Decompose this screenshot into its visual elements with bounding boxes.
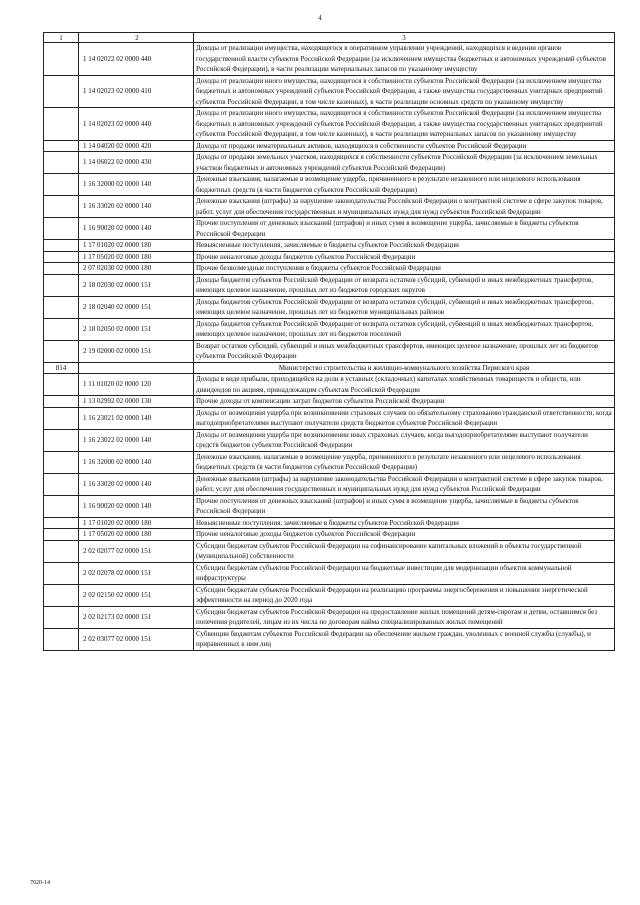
description-cell: Доходы бюджетов субъектов Российской Федерации от возврата остатков субсидий, субвенций и иных межбюджетных трансфертов, имеющих целевое назначение, прошлых лет из бюджетов городских округов xyxy=(194,274,615,296)
budget-code-cell: 1 14 04020 02 0000 420 xyxy=(79,140,194,152)
admin-code-cell xyxy=(44,628,79,650)
admin-code-cell xyxy=(44,196,79,218)
footer-form-code: 7020-14 xyxy=(30,880,50,886)
table-row xyxy=(44,296,615,318)
budget-code-cell: 2 19 02000 02 0000 151 xyxy=(79,340,194,362)
table-row xyxy=(44,43,615,76)
description-cell: Прочие неналоговые доходы бюджетов субъектов Российской Федерации xyxy=(194,251,615,263)
header-col-1: 1 xyxy=(44,33,79,43)
description-cell: Субсидии бюджетам субъектов Российской Федерации на софинансирование капитальных вложений в объекты государственной (муниципальной) собственности xyxy=(194,540,615,562)
table-body xyxy=(44,33,615,651)
budget-code-cell: 2 02 02150 02 0000 151 xyxy=(79,584,194,606)
budget-code-cell: 1 14 02023 02 0000 410 xyxy=(79,75,194,108)
description-cell: Доходы от продажи нематериальных активов, находящихся в собственности субъектов Российской Федерации xyxy=(194,140,615,152)
description-cell: Возврат остатков субсидий, субвенций и иных межбюджетных трансфертов, имеющих целевое назначение, прошлых лет из бюджетов субъектов Российской Федерации xyxy=(194,340,615,362)
admin-code-cell xyxy=(44,517,79,529)
description-cell: Невыясненные поступления, зачисляемые в бюджеты субъектов Российской Федерации xyxy=(194,240,615,252)
budget-code-cell: 2 02 02078 02 0000 151 xyxy=(79,562,194,584)
table-row xyxy=(44,517,615,529)
description-cell: Прочие поступления от денежных взысканий (штрафов) и иных сумм в возмещение ущерба, зачисляемые в бюджеты субъектов Российской Федерации xyxy=(194,495,615,517)
admin-code-cell xyxy=(44,562,79,584)
admin-code-cell xyxy=(44,495,79,517)
budget-code-cell: 1 13 02992 02 0000 130 xyxy=(79,396,194,408)
table-row xyxy=(44,451,615,473)
table-row xyxy=(44,75,615,108)
table-row xyxy=(44,495,615,517)
admin-code-cell xyxy=(44,251,79,263)
description-cell: Субсидии бюджетам субъектов Российской Федерации на реализацию программы энергосбережения и повышения энергетической эффективности на период до 2020 года xyxy=(194,584,615,606)
page-number: 4 xyxy=(318,14,322,22)
admin-code-cell xyxy=(44,407,79,429)
budget-code-cell: 1 17 01020 02 0000 180 xyxy=(79,240,194,252)
budget-code-cell: 1 17 05020 02 0000 180 xyxy=(79,251,194,263)
description-cell: Прочие поступления от денежных взысканий (штрафов) и иных сумм в возмещение ущерба, зачисляемые в бюджеты субъектов Российской Федерации xyxy=(194,218,615,240)
admin-code-cell xyxy=(44,108,79,141)
description-cell: Доходы бюджетов субъектов Российской Федерации от возврата остатков субсидий, субвенций и иных межбюджетных трансфертов, имеющих целевое назначение, прошлых лет из бюджетов муниципальных районов xyxy=(194,296,615,318)
description-cell: Субсидии бюджетам субъектов Российской Федерации на предоставление жилых помещений детям-сиротам и детям, оставшимся без попечения родителей, лицам из их числа по договорам найма специализированных жилых помещений xyxy=(194,606,615,628)
table-row xyxy=(44,606,615,628)
description-cell: Невыясненные поступления, зачисляемые в бюджеты субъектов Российской Федерации xyxy=(194,517,615,529)
description-cell: Министерство строительства и жилищно-коммунального хозяйства Пермского края xyxy=(194,362,615,374)
budget-code-cell: 1 16 23021 02 0000 140 xyxy=(79,407,194,429)
budget-code-cell: 2 02 03077 02 0000 151 xyxy=(79,628,194,650)
table-row xyxy=(44,628,615,650)
table-row xyxy=(44,473,615,495)
table-row xyxy=(44,140,615,152)
description-cell: Прочие доходы от компенсации затрат бюджетов субъектов Российской Федерации xyxy=(194,396,615,408)
budget-code-cell: 1 14 06022 02 0000 430 xyxy=(79,152,194,174)
budget-code-cell: 1 16 33020 02 0000 140 xyxy=(79,196,194,218)
admin-code-cell xyxy=(44,584,79,606)
budget-code-cell: 1 16 23022 02 0000 140 xyxy=(79,429,194,451)
admin-code-cell xyxy=(44,429,79,451)
admin-code-cell xyxy=(44,240,79,252)
admin-code-cell xyxy=(44,374,79,396)
table-row xyxy=(44,218,615,240)
header-col-3: 3 xyxy=(194,33,615,43)
admin-code-cell xyxy=(44,606,79,628)
admin-code-cell xyxy=(44,152,79,174)
table-row xyxy=(44,374,615,396)
budget-code-cell: 2 07 02030 02 0000 180 xyxy=(79,263,194,275)
description-cell: Прочие безвозмездные поступления в бюджеты субъектов Российской Федерации xyxy=(194,263,615,275)
description-cell: Прочие неналоговые доходы бюджетов субъектов Российской Федерации xyxy=(194,529,615,541)
table-row xyxy=(44,429,615,451)
admin-code-cell xyxy=(44,540,79,562)
admin-code-cell xyxy=(44,218,79,240)
budget-code-cell xyxy=(79,362,194,374)
description-cell: Субсидии бюджетам субъектов Российской Федерации на бюджетные инвестиции для модернизации объектов коммунальной инфраструктуры xyxy=(194,562,615,584)
description-cell: Доходы от реализации имущества, находящегося в оперативном управлении учреждений, находящихся в ведении органов государственной власти субъектов Российской Федерации (за исключением имущества бюджетных и автономных учреждений субъектов Российской Федерации), в части реализации материальных запасов по указанному имуществу xyxy=(194,43,615,76)
description-cell: Доходы от продажи земельных участков, находящихся в собственности субъектов Российской Федерации (за исключением земельных участков бюджетных и автономных учреждений субъектов Российской Федерации) xyxy=(194,152,615,174)
budget-code-cell: 2 02 02077 02 0000 151 xyxy=(79,540,194,562)
admin-code-cell xyxy=(44,43,79,76)
budget-code-cell: 2 02 02173 02 0000 151 xyxy=(79,606,194,628)
table-row xyxy=(44,152,615,174)
budget-code-cell: 1 16 32000 02 0000 140 xyxy=(79,174,194,196)
admin-code-cell xyxy=(44,296,79,318)
description-cell: Субвенции бюджетам субъектов Российской Федерации на обеспечение жильем граждан, уволенных с военной службы (службы), и приравненных к ним лиц xyxy=(194,628,615,650)
budget-code-cell: 1 14 02022 02 0000 440 xyxy=(79,43,194,76)
budget-code-cell: 1 17 05020 02 0000 180 xyxy=(79,529,194,541)
table-row xyxy=(44,562,615,584)
description-cell: Денежные взыскания (штрафы) за нарушение законодательства Российской Федерации о контрактной системе в сфере закупок товаров, работ, услуг для обеспечения государственных и муниципальных нужд для нужд субъектов Российской Федерации xyxy=(194,196,615,218)
budget-code-cell: 1 16 90020 02 0000 140 xyxy=(79,495,194,517)
admin-code-cell xyxy=(44,75,79,108)
table-row xyxy=(44,196,615,218)
admin-code-cell: 814 xyxy=(44,362,79,374)
table-row xyxy=(44,174,615,196)
description-cell: Денежные взыскания, налагаемые в возмещение ущерба, причиненного в результате незаконного или нецелевого использования бюджетных средств (в части бюджетов субъектов Российской Федерации) xyxy=(194,451,615,473)
table-header-row xyxy=(44,33,615,43)
table-row xyxy=(44,407,615,429)
revenue-codes-table xyxy=(43,32,615,651)
admin-code-cell xyxy=(44,174,79,196)
budget-code-cell: 2 18 02050 02 0000 151 xyxy=(79,318,194,340)
table-row xyxy=(44,529,615,541)
budget-code-cell: 1 11 01020 02 0000 120 xyxy=(79,374,194,396)
table-row xyxy=(44,263,615,275)
table-row xyxy=(44,108,615,141)
description-cell: Денежные взыскания, налагаемые в возмещение ущерба, причиненного в результате незаконного или нецелевого использования бюджетных средств (в части бюджетов субъектов Российской Федерации) xyxy=(194,174,615,196)
admin-code-cell xyxy=(44,263,79,275)
budget-code-cell: 2 18 02030 02 0000 151 xyxy=(79,274,194,296)
description-cell: Доходы от реализации иного имущества, находящегося в собственности субъектов Российской Федерации (за исключением имущества бюджетных и автономных учреждений субъектов Российской Федерации, а также имущества государственных унитарных предприятий субъектов Российской Федерации, в том числе казенных), в части реализации материальных запасов по указанному имуществу xyxy=(194,108,615,141)
admin-code-cell xyxy=(44,451,79,473)
description-cell: Доходы от возмещения ущерба при возникновении страховых случаев по обязательному страхованию гражданской ответственности, когда выгодоприобретателями выступают получатели средств бюджетов субъектов Российской Федерации xyxy=(194,407,615,429)
table-row xyxy=(44,540,615,562)
description-cell: Доходы от реализации иного имущества, находящегося в собственности субъектов Российской Федерации (за исключением имущества бюджетных и автономных учреждений субъектов Российской Федерации, а также имущества государственных унитарных предприятий субъектов Российской Федерации, в том числе казенных), в части реализации основных средств по указанному имуществу xyxy=(194,75,615,108)
admin-code-cell xyxy=(44,140,79,152)
budget-code-cell: 1 16 32000 02 0000 140 xyxy=(79,451,194,473)
description-cell: Денежные взыскания (штрафы) за нарушение законодательства Российской Федерации о контрактной системе в сфере закупок товаров, работ, услуг для обеспечения государственных и муниципальных нужд для нужд субъектов Российской Федерации xyxy=(194,473,615,495)
admin-code-cell xyxy=(44,318,79,340)
table-section-row xyxy=(44,362,615,374)
budget-code-cell: 1 16 90020 02 0000 140 xyxy=(79,218,194,240)
description-cell: Доходы от возмещения ущерба при возникновении иных страховых случаев, когда выгодоприобретателями выступают получатели средств бюджетов субъектов Российской Федерации xyxy=(194,429,615,451)
budget-code-cell: 2 18 02040 02 0000 151 xyxy=(79,296,194,318)
description-cell: Доходы бюджетов субъектов Российской Федерации от возврата остатков субсидий, субвенций и иных межбюджетных трансфертов, имеющих целевое назначение, прошлых лет из бюджетов поселений xyxy=(194,318,615,340)
admin-code-cell xyxy=(44,529,79,541)
budget-code-cell: 1 14 02023 02 0000 440 xyxy=(79,108,194,141)
admin-code-cell xyxy=(44,396,79,408)
table-row xyxy=(44,396,615,408)
description-cell: Доходы в виде прибыли, приходящейся на доли в уставных (складочных) капиталах хозяйственных товариществ и обществ, или дивидендов по акциям, принадлежащим субъектам Российской Федерации xyxy=(194,374,615,396)
table-row xyxy=(44,584,615,606)
budget-code-cell: 1 17 01020 02 0000 180 xyxy=(79,517,194,529)
table-row xyxy=(44,240,615,252)
admin-code-cell xyxy=(44,340,79,362)
table-row xyxy=(44,340,615,362)
table-row xyxy=(44,274,615,296)
header-col-2: 2 xyxy=(79,33,194,43)
admin-code-cell xyxy=(44,473,79,495)
admin-code-cell xyxy=(44,274,79,296)
table-row xyxy=(44,318,615,340)
budget-code-cell: 1 16 33020 02 0000 140 xyxy=(79,473,194,495)
table-row xyxy=(44,251,615,263)
